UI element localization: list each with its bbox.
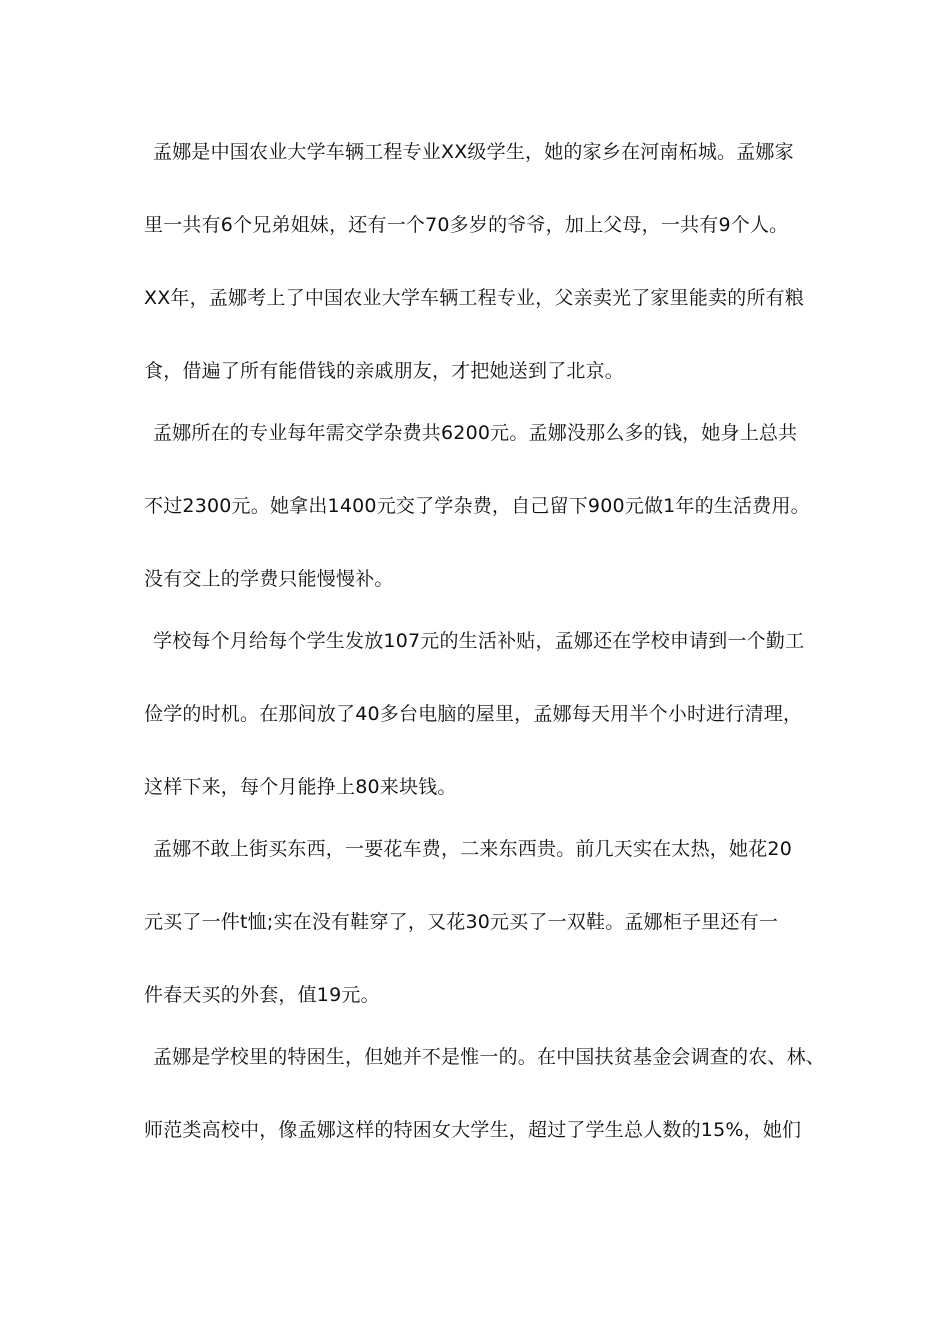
- paragraph-line: 师范类高校中，像孟娜这样的特困女大学生，超过了学生总人数的15%，她们: [144, 1119, 802, 1141]
- document-body: [144, 132, 824, 1183]
- paragraph-line: XX年，孟娜考上了中国农业大学车辆工程专业，父亲卖光了家里能卖的所有粮: [144, 287, 805, 309]
- paragraph-line: 不过2300元。她拿出1400元交了学杂费，自己留下900元做1年的生活费用。: [144, 495, 810, 517]
- paragraph-line: 件春天买的外套，值19元。: [144, 984, 380, 1006]
- paragraph-line: 元买了一件t恤;实在没有鞋穿了，又花30元买了一双鞋。孟娜柜子里还有一: [144, 911, 779, 933]
- paragraph-line: 没有交上的学费只能慢慢补。: [144, 568, 394, 590]
- paragraph-line: 学校每个月给每个学生发放107元的生活补贴，孟娜还在学校申请到一个勤工: [153, 630, 805, 652]
- paragraph-line: 里一共有6个兄弟姐妹，还有一个70多岁的爷爷，加上父母，一共有9个人。: [144, 214, 789, 236]
- paragraph-line: 孟娜是中国农业大学车辆工程专业XX级学生，她的家乡在河南柘城。孟娜家: [153, 141, 794, 163]
- paragraph-line: 这样下来，每个月能挣上80来块钱。: [144, 776, 457, 798]
- paragraph-line: 食，借遍了所有能借钱的亲戚朋友，才把她送到了北京。: [144, 360, 625, 382]
- paragraph-line: 孟娜不敢上街买东西，一要花车费，二来东西贵。前几天实在太热，她花20: [153, 838, 792, 860]
- paragraph-line: 孟娜所在的专业每年需交学杂费共6200元。孟娜没那么多的钱，她身上总共: [153, 422, 798, 444]
- paragraph-line: 俭学的时机。在那间放了40多台电脑的屋里，孟娜每天用半个小时进行清理，: [144, 703, 803, 725]
- paragraph-line: 孟娜是学校里的特困生，但她并不是惟一的。在中国扶贫基金会调查的农、林、: [153, 1046, 826, 1068]
